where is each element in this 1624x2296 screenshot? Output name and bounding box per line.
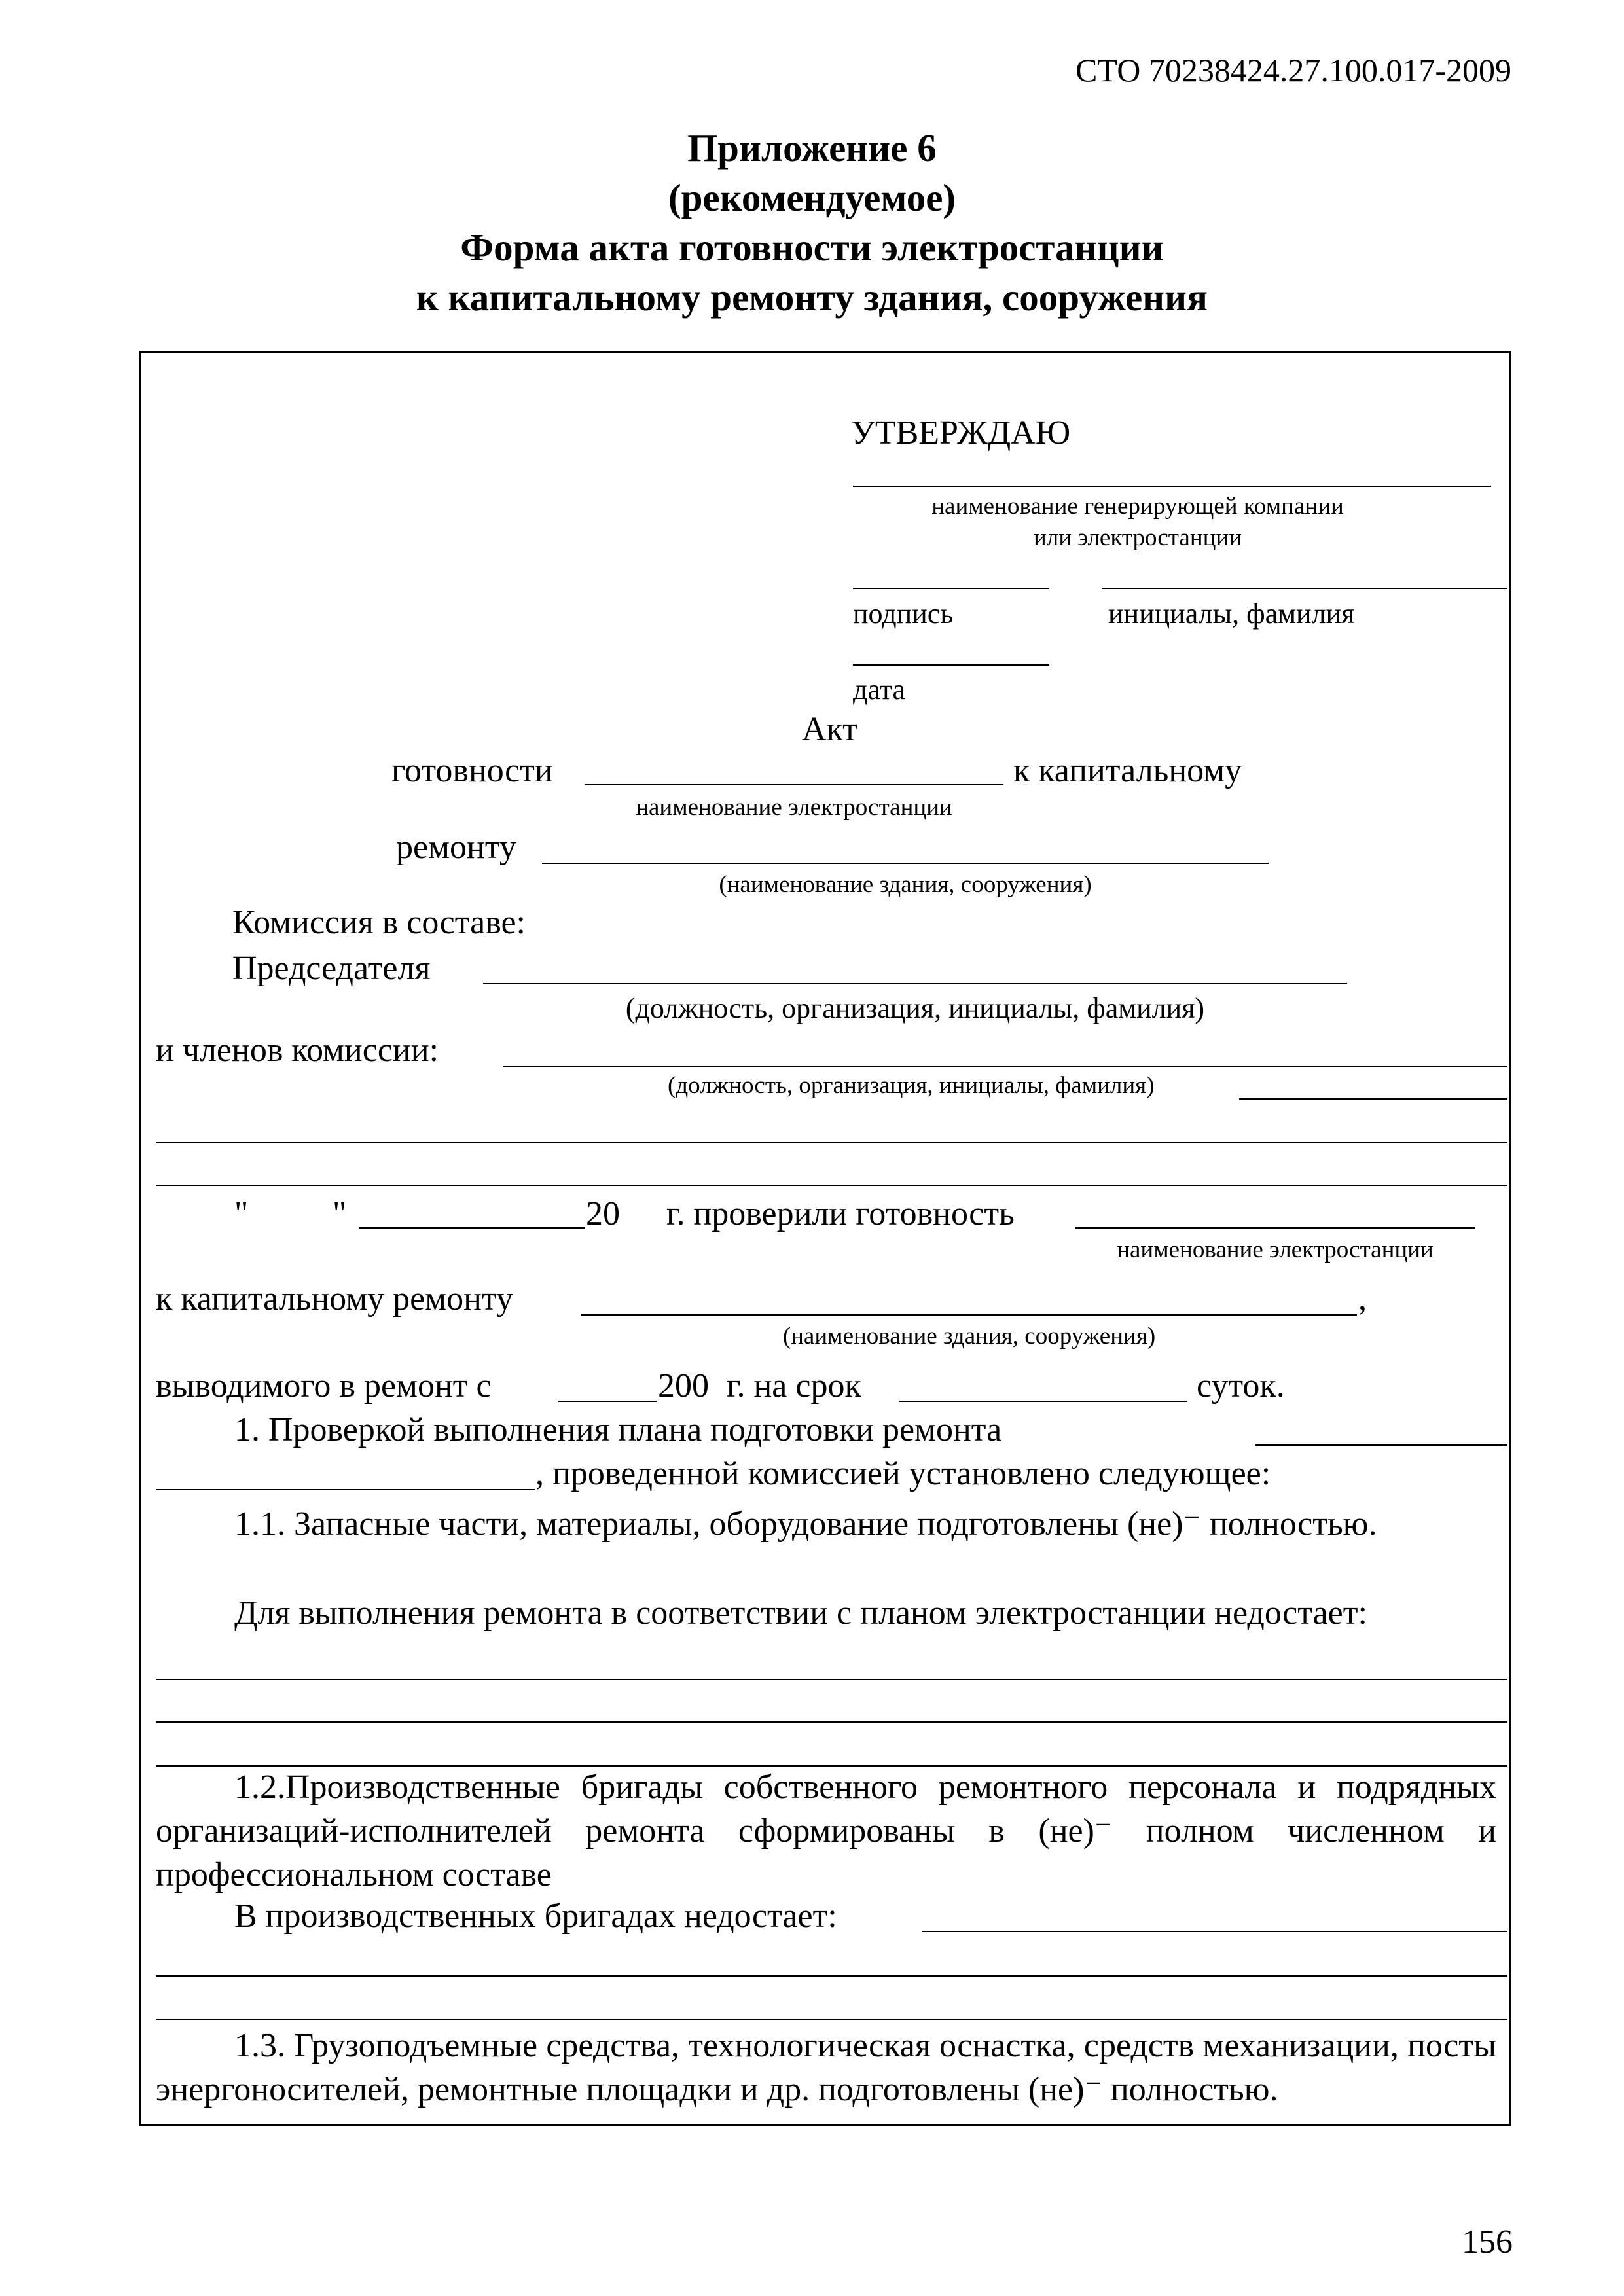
crew-shortage-field-2[interactable] [156, 1975, 1507, 1977]
crew-shortage-field-3[interactable] [156, 2019, 1507, 2020]
removed-text: выводимого в ремонт с [156, 1367, 492, 1405]
station-name-field-2[interactable] [1075, 1227, 1475, 1229]
to-capital-text: к капитальному [1013, 752, 1242, 789]
building-name-field-2[interactable] [581, 1314, 1357, 1316]
members-label: и членов комиссии: [156, 1031, 439, 1069]
item-1-1-shortage: Для выполнения ремонта в соответствии с планом электростанции недостает: [234, 1594, 1367, 1632]
commission-text: Комиссия в составе: [232, 904, 526, 941]
members-field-1[interactable] [503, 1066, 1507, 1067]
year-prefix-2: 200 [658, 1367, 709, 1405]
item-1-continued: , проведенной комиссией установлено следующее: [535, 1455, 1271, 1492]
date-field[interactable] [853, 664, 1049, 666]
duration-field[interactable] [899, 1401, 1187, 1402]
members-field-3[interactable] [156, 1142, 1507, 1143]
signature-label: подпись [853, 598, 954, 630]
station-name-field[interactable] [585, 784, 1003, 785]
readiness-word: готовности [391, 752, 553, 789]
item-1-3-text: 1.3. Грузоподъемные средства, технологическая оснастка, средств механизации, посты энергоносителей, ремонтные площадки и др. подготовлены (не)⁻ полностью. [156, 2027, 1496, 2108]
appendix-title: Приложение 6 [687, 126, 937, 170]
building-hint-2: (наименование здания, сооружения) [782, 1323, 1156, 1350]
form-subtitle: к капитальному ремонту здания, сооружения [416, 276, 1208, 319]
org-name-field[interactable] [853, 486, 1491, 487]
checked-text: г. проверили готовность [666, 1195, 1015, 1232]
shortage-field-1[interactable] [156, 1679, 1507, 1680]
document-code: СТО 70238424.27.100.017-2009 [1075, 52, 1511, 88]
station-hint-2: наименование электростанции [1117, 1236, 1434, 1263]
act-heading: Акт [802, 711, 857, 748]
month-field[interactable] [359, 1227, 585, 1229]
comma: , [1358, 1280, 1367, 1318]
repair-word: ремонту [396, 829, 516, 866]
org-hint-1: наименование генерирующей компании [931, 493, 1344, 520]
chairman-hint: (должность, организация, инициалы, фамилия) [625, 992, 1205, 1024]
approve-title: УТВЕРЖДАЮ [851, 414, 1071, 452]
members-hint: (должность, организация, инициалы, фамилия) [668, 1072, 1155, 1099]
item-1-2-shortage: В производственных бригадах недостает: [234, 1897, 837, 1935]
plan-field-2[interactable] [156, 1489, 535, 1490]
shortage-field-2[interactable] [156, 1721, 1507, 1723]
plan-field-1[interactable] [1255, 1444, 1507, 1446]
building-name-field[interactable] [542, 863, 1269, 864]
start-date-field[interactable] [558, 1401, 657, 1402]
date-quote-close: " [333, 1195, 347, 1232]
org-hint-2: или электростанции [1033, 524, 1242, 551]
item-1-2-text: 1.2.Производственные бригады собственного ремонтного персонала и подрядных организаций-исполнителей ремонта сформированы в (не)⁻ полном численном и профессиональном составе [156, 1768, 1496, 1893]
page-number: 156 [1462, 2223, 1513, 2261]
item-1-1-text: 1.1. Запасные части, материалы, оборудование подготовлены (не)⁻ полностью. [234, 1505, 1377, 1543]
date-label: дата [853, 673, 906, 706]
item-1-text: 1. Проверкой выполнения плана подготовки ремонта [234, 1411, 1002, 1448]
signature-field[interactable] [853, 588, 1049, 589]
days-text: суток. [1197, 1367, 1285, 1405]
station-hint: наименование электростанции [636, 794, 952, 821]
crew-shortage-field-1[interactable] [922, 1931, 1507, 1932]
year-prefix: 20 [586, 1195, 620, 1232]
capital-repair-text: к капитальному ремонту [156, 1280, 513, 1318]
building-hint: (наименование здания, сооружения) [719, 871, 1092, 898]
chairman-field[interactable] [483, 983, 1347, 984]
form-title: Форма акта готовности электростанции [460, 226, 1164, 269]
chairman-label: Председателя [232, 950, 431, 987]
date-quote-open: " [234, 1195, 249, 1232]
members-field-2[interactable] [1239, 1098, 1507, 1100]
name-field[interactable] [1102, 588, 1507, 589]
name-label: инициалы, фамилия [1108, 598, 1355, 630]
appendix-status: (рекомендуемое) [668, 176, 956, 219]
members-field-4[interactable] [156, 1185, 1507, 1186]
period-text: г. на срок [727, 1367, 861, 1405]
